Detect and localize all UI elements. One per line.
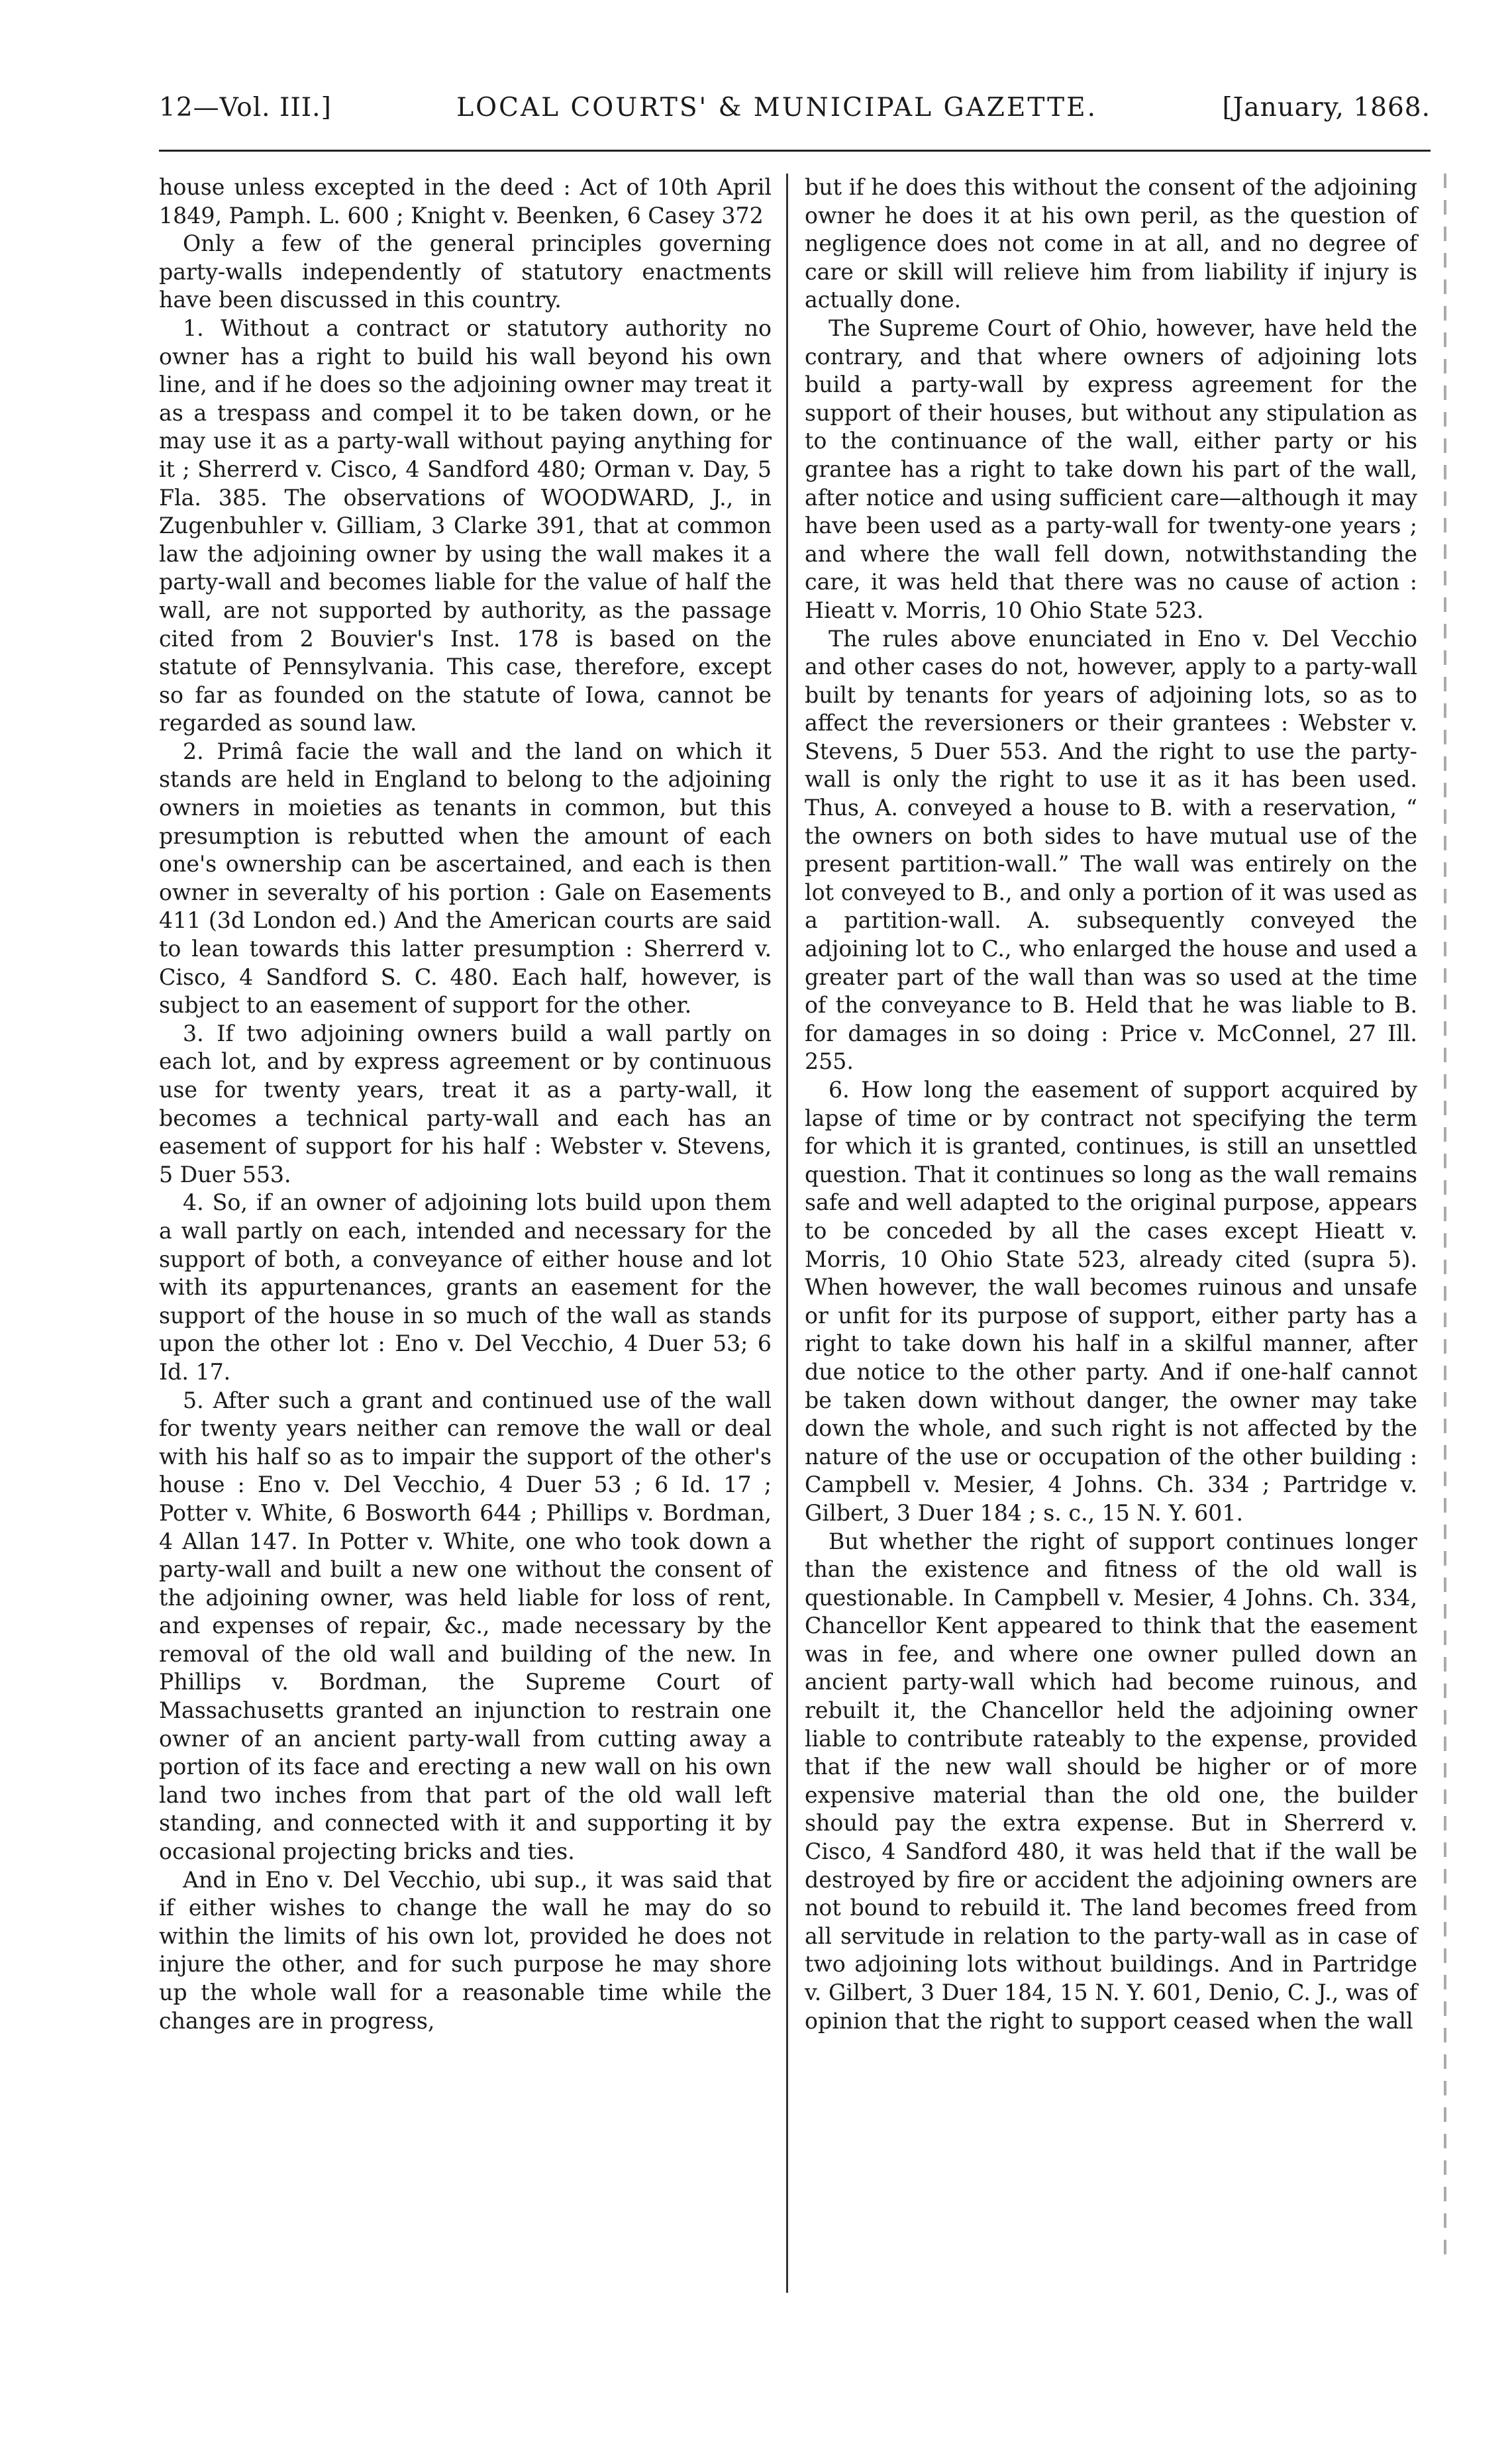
paragraph: 5. After such a grant and continued use of the wall for twenty years neither can remove the wall or deal with his half so as to impair the support of the other's house : Eno v. Del Vecchio, 4 Duer 53 ; 6 Id. 17 ; Potter v. White, 6 Bosworth 644 ; Phillips v. Bordman, 4 Allan 147. In Potter v. White, one who took down a party-wall and built a new one without the consent of the adjoining owner, was held liable for loss of rent, and expenses of repair, &c., made necessary by the removal of the old wall and building of the new. In Phillips v. Bordman, the Supreme Court of Massachusetts granted an injunction to restrain one owner of an ancient party-wall from cutting away a portion of its face and erecting a new wall on his own land two inches from that part of the old wall left standing, and connected with it and supporting it by occasional projecting bricks and ties. — [159, 1387, 772, 1865]
paragraph: And in Eno v. Del Vecchio, ubi sup., it was said that if either wishes to change the wall he may do so within the limits of his own lot, provided he does not injure the other, and for such purpose he may shore up the whole wall for a reasonable time while the changes are in progress, — [159, 1866, 772, 2034]
page-volume-number: 12—Vol. III.] — [159, 93, 332, 123]
paragraph: 2. Primâ facie the wall and the land on which it stands are held in England to belong to the adjoining owners in moieties as tenants in common, but this presumption is rebutted when the amount of each one's ownership can be ascertained, and each is then owner in severalty of his portion : Gale on Easements 411 (3d London ed.) And the American courts are said to lean towards this latter presumption : Sherrerd v. Cisco, 4 Sandford S. C. 480. Each half, however, is subject to an easement of support for the other. — [159, 738, 772, 1019]
publication-title: LOCAL COURTS' & MUNICIPAL GAZETTE. — [456, 93, 1097, 123]
paragraph: 6. How long the easement of support acquired by lapse of time or by contract not specifying the term for which it is granted, continues, is still an unsettled question. That it continues so long as the wall remains safe and well adapted to the original purpose, appears to be conceded by all the cases except Hieatt v. Morris, 10 Ohio State 523, already cited (supra 5). When however, the wall becomes ruinous and unsafe or unfit for its purpose of support, either party has a right to take down his half in a skilful manner, after due notice to the other party. And if one-half cannot be taken down without danger, the owner may take down the whole, and such right is not affected by the nature of the use or occupation of the other building : Campbell v. Mesier, 4 Johns. Ch. 334 ; Partridge v. Gilbert, 3 Duer 184 ; s. c., 15 N. Y. 601. — [805, 1077, 1417, 1526]
paragraph: The Supreme Court of Ohio, however, have held the contrary, and that where owners of adjoining lots build a party-wall by express agreement for the support of their houses, but without any stipulation as to the continuance of the wall, either party or his grantee has a right to take down his part of the wall, after notice and using sufficient care—although it may have been used as a party-wall for twenty-one years ; and where the wall fell down, notwithstanding the care, it was held that there was no cause of action : Hieatt v. Morris, 10 Ohio State 523. — [805, 315, 1417, 623]
left-column — [159, 174, 772, 2035]
paragraph: house unless excepted in the deed : Act of 10th April 1849, Pamph. L. 600 ; Knight v. Beenken, 6 Casey 372 — [159, 174, 772, 228]
binding-margin-marks — [1444, 174, 1446, 2260]
column-divider — [786, 174, 788, 2293]
paragraph: 1. Without a contract or statutory authority no owner has a right to build his wall beyond his own line, and if he does so the adjoining owner may treat it as a trespass and compel it to be taken down, or he may use it as a party-wall without paying anything for it ; Sherrerd v. Cisco, 4 Sandford 480; Orman v. Day, 5 Fla. 385. The observations of WOODWARD, J., in Zugenbuhler v. Gilliam, 3 Clarke 391, that at common law the adjoining owner by using the wall makes it a party-wall and becomes liable for the value of half the wall, are not supported by authority, as the passage cited from 2 Bouvier's Inst. 178 is based on the statute of Pennsylvania. This case, therefore, except so far as founded on the statute of Iowa, cannot be regarded as sound law. — [159, 315, 772, 736]
paragraph: but if he does this without the consent of the adjoining owner he does it at his own peril, as the question of negligence does not come in at all, and no degree of care or skill will relieve him from liability if injury is actually done. — [805, 174, 1417, 313]
page-header — [159, 93, 1431, 139]
paragraph: Only a few of the general principles governing party-walls independently of statutory enactments have been discussed in this country. — [159, 230, 772, 313]
paragraph: But whether the right of support continues longer than the existence and fitness of the old wall is questionable. In Campbell v. Mesier, 4 Johns. Ch. 334, Chancellor Kent appeared to think that the easement was in fee, and where one owner pulled down an ancient party-wall which had become ruinous, and rebuilt it, the Chancellor held the adjoining owner liable to contribute rateably to the expense, provided that if the new wall should be higher or of more expensive material than the old one, the builder should pay the extra expense. But in Sherrerd v. Cisco, 4 Sandford 480, it was held that if the wall be destroyed by fire or accident the adjoining owners are not bound to rebuild it. The land becomes freed from all servitude in relation to the party-wall as in case of two adjoining lots without buildings. And in Partridge v. Gilbert, 3 Duer 184, 15 N. Y. 601, Denio, C. J., was of opinion that the right to support ceased when the wall — [805, 1528, 1417, 2034]
paragraph: 3. If two adjoining owners build a wall partly on each lot, and by express agreement or by continuous use for twenty years, treat it as a party-wall, it becomes a technical party-wall and each has an easement of support for his half : Webster v. Stevens, 5 Duer 553. — [159, 1020, 772, 1187]
paragraph: The rules above enunciated in Eno v. Del Vecchio and other cases do not, however, apply to a party-wall built by tenants for years of adjoining lots, so as to affect the reversioners or their grantees : Webster v. Stevens, 5 Duer 553. And the right to use the party-wall is only the right to use it as it has been used. Thus, A. conveyed a house to B. with a reservation, “ the owners on both sides to have mutual use of the present partition-wall.” The wall was entirely on the lot conveyed to B., and only a portion of it was used as a partition-wall. A. subsequently conveyed the adjoining lot to C., who enlarged the house and used a greater part of the wall than was so used at the time of the conveyance to B. Held that he was liable to B. for damages in so doing : Price v. McConnel, 27 Ill. 255. — [805, 625, 1417, 1075]
header-divider — [159, 150, 1431, 152]
paragraph: 4. So, if an owner of adjoining lots build upon them a wall partly on each, intended and necessary for the support of both, a conveyance of either house and lot with its appurtenances, grants an easement for the support of the house in so much of the wall as stands upon the other lot : Eno v. Del Vecchio, 4 Duer 53; 6 Id. 17. — [159, 1189, 772, 1385]
issue-date: [January, 1868. — [1222, 93, 1431, 123]
right-column — [805, 174, 1417, 2035]
